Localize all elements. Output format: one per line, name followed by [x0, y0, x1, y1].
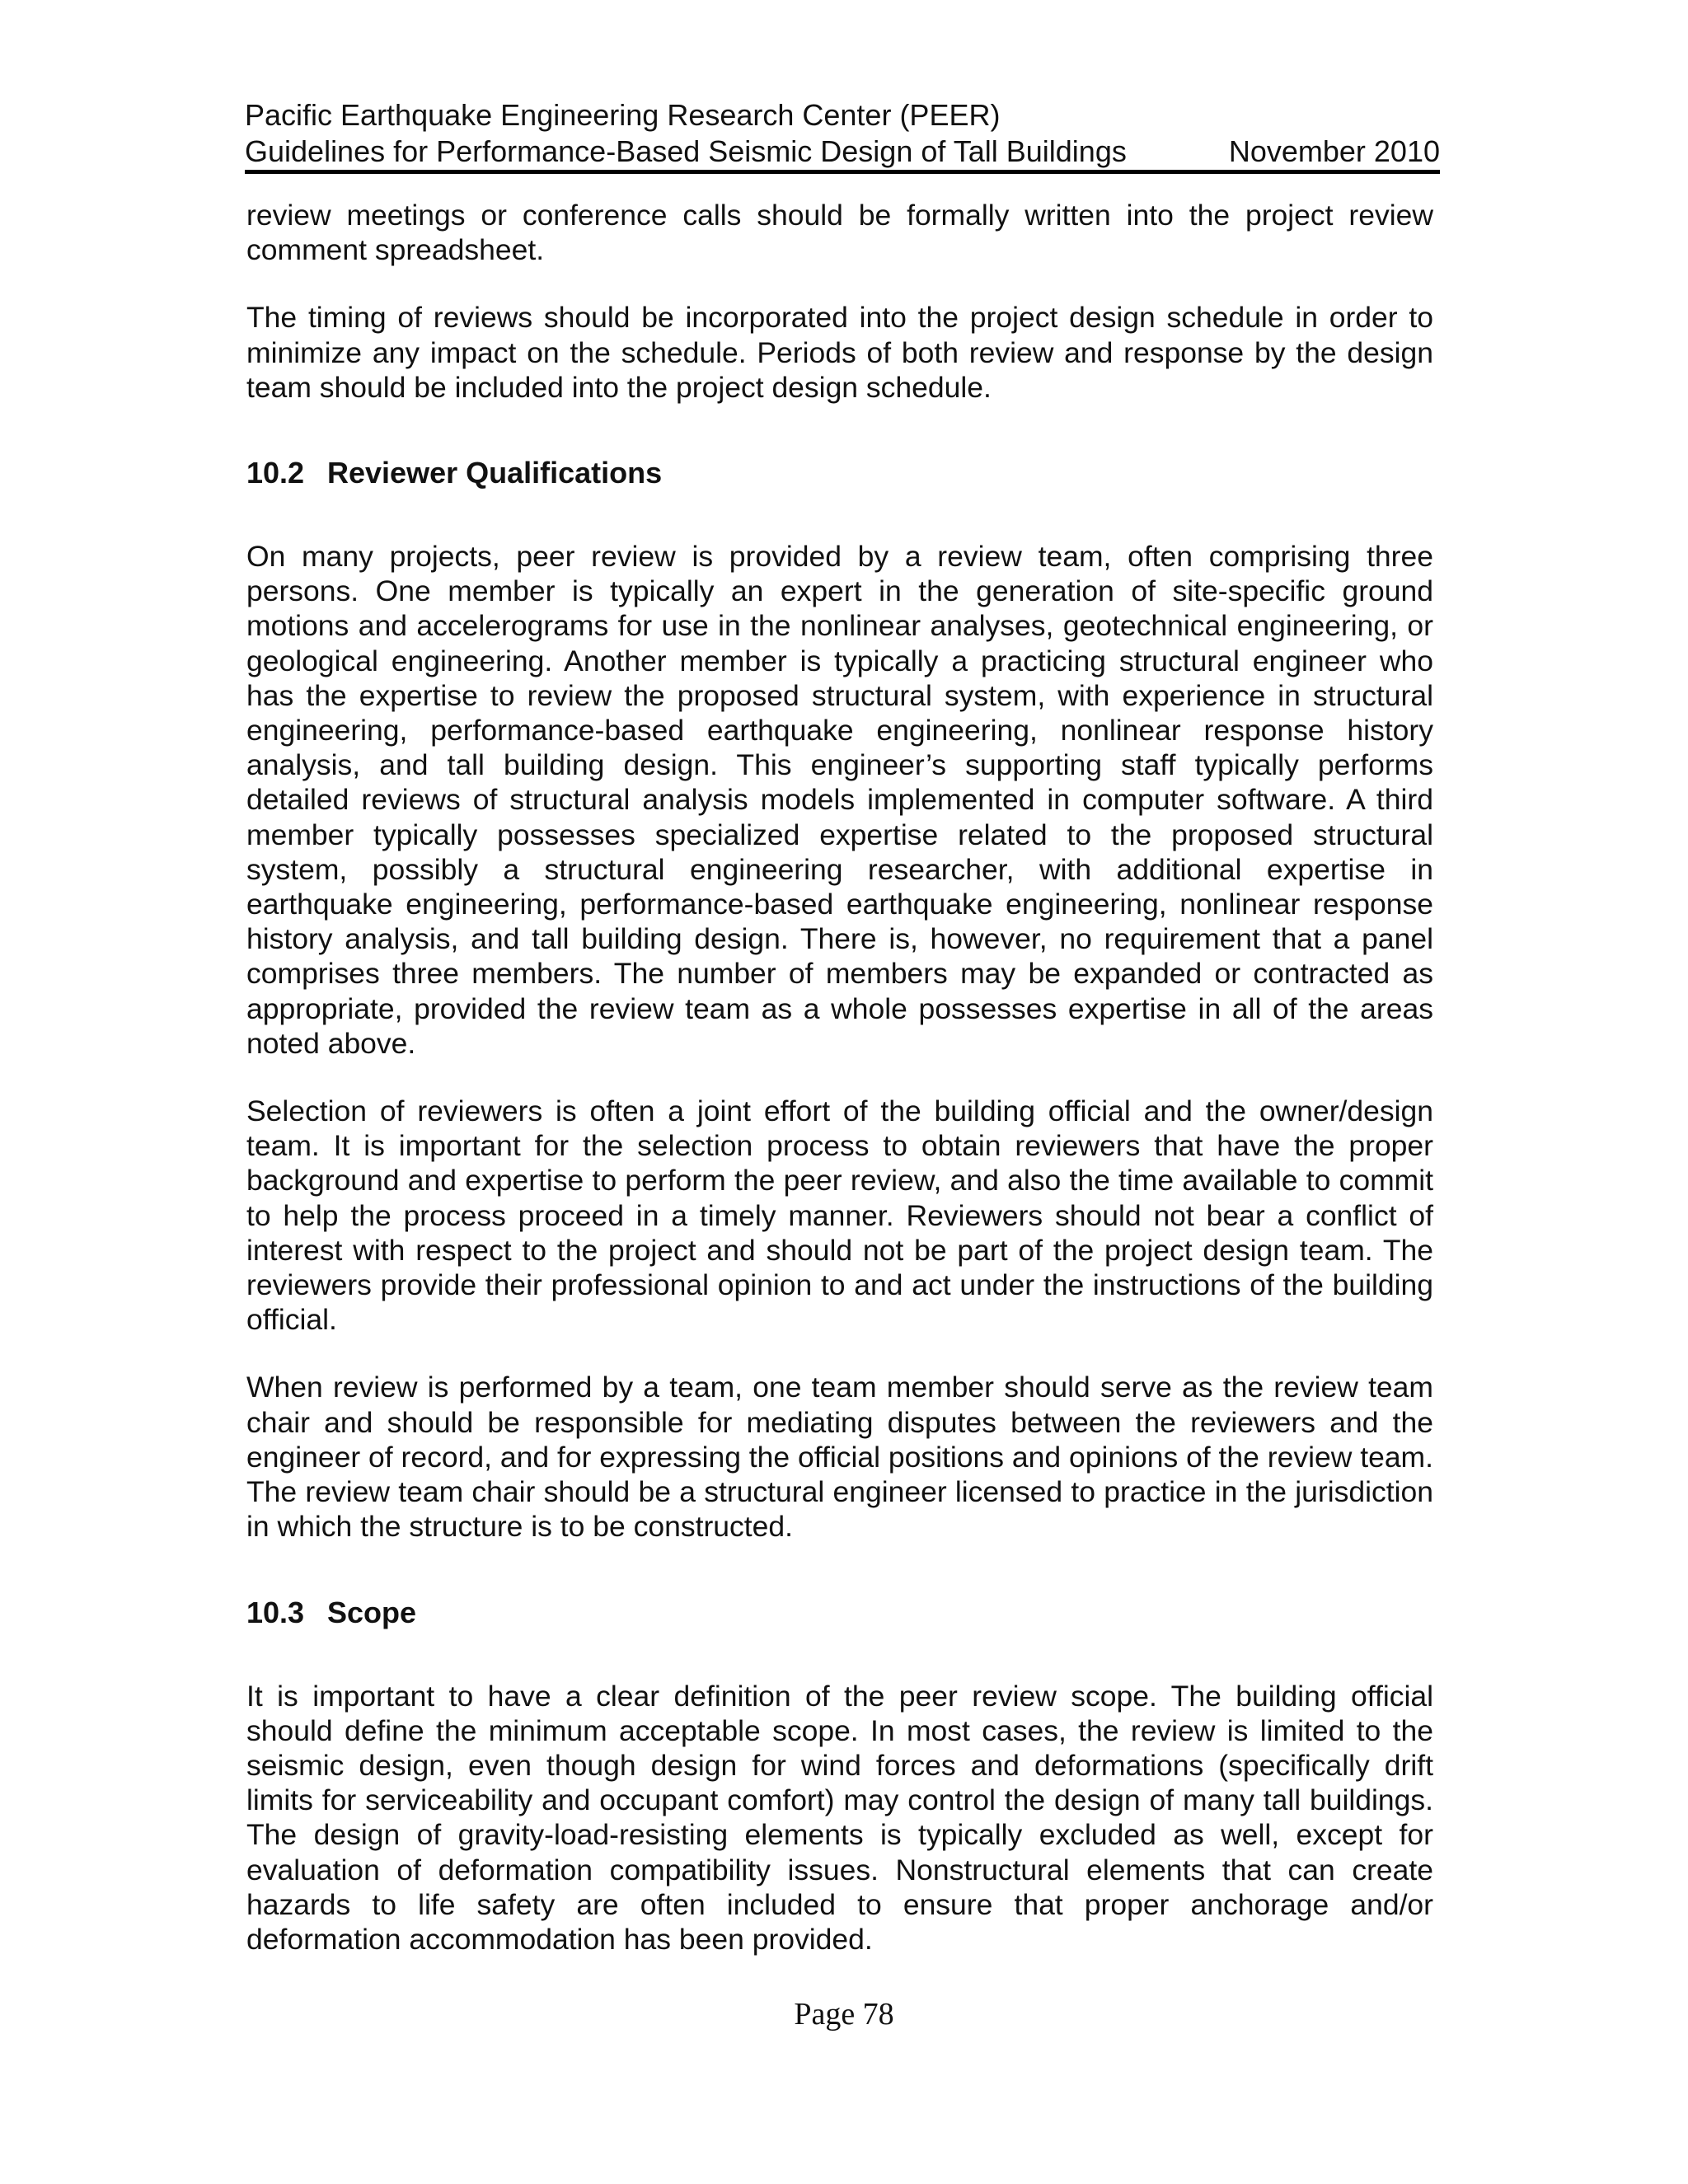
header-line-1 — [245, 97, 1440, 134]
section-heading-10-3 — [246, 1595, 1433, 1631]
header-line-2 — [245, 134, 1440, 170]
header-date: November 2010 — [1228, 134, 1440, 168]
paragraph-review-timing: The timing of reviews should be incorporated into the project design schedule in order to minimize any impact on the schedule. Periods of both review and response by the design team should be included into the project design schedule. — [246, 301, 1433, 404]
header-document-title: Guidelines for Performance-Based Seismic Design of Tall Buildings — [245, 134, 1127, 168]
page-body — [246, 198, 1433, 1957]
section-title: Reviewer Qualifications — [327, 456, 663, 490]
header-divider — [245, 170, 1440, 174]
paragraph-team-chair: When review is performed by a team, one team member should serve as the review team chair and should be responsible for mediating disputes between the reviewers and the engineer of record, and for expressing the official positions and opinions of the review team. The review team chair should be a structural engineer licensed to practice in the jurisdiction in which the structure is to be constructed. — [246, 1371, 1433, 1544]
page-footer — [0, 1996, 1688, 2032]
page-header — [245, 97, 1440, 170]
header-organization: Pacific Earthquake Engineering Research Center (PEER) — [245, 98, 1001, 132]
paragraph-reviewer-selection: Selection of reviewers is often a joint effort of the building official and the owner/design team. It is important for the selection process to obtain reviewers that have the proper background and expertise to perform the peer review, and also the time available to commit to help the process proceed in a timely manner. Reviewers should not bear a conflict of interest with respect to the project and should not be part of the project design team. The reviewers provide their professional opinion to and act under the instructions of the building official. — [246, 1094, 1433, 1337]
paragraph-scope: It is important to have a clear definition of the peer review scope. The building official should define the minimum acceptable scope. In most cases, the review is limited to the seismic design, even though design for wind forces and deformations (specifically drift limits for serviceability and occupant comfort) may control the design of many tall buildings. The design of gravity-load-resisting elements is typically excluded as well, except for evaluation of deformation compatibility issues. Nonstructural elements that can create hazards to life safety are often included to ensure that proper anchorage and/or deformation accommodation has been provided. — [246, 1679, 1433, 1956]
paragraph-continued: review meetings or conference calls should be formally written into the project review comment spreadsheet. — [246, 199, 1433, 267]
section-title: Scope — [327, 1595, 417, 1629]
section-number: 10.3 — [246, 1595, 305, 1629]
section-heading-10-2 — [246, 455, 1433, 491]
page-number: Page 78 — [794, 1997, 894, 2032]
paragraph-review-team: On many projects, peer review is provided by a review team, often comprising three persons. One member is typically an expert in the generation of site-specific ground motions and accelerograms for use in the nonlinear analyses, geotechnical engineering, or geological engineering. Another member is typically a practicing structural engineer who has the expertise to review the proposed structural system, with experience in structural engineering, performance-based earthquake engineering, nonlinear response history analysis, and tall building design. This engineer’s supporting staff typically performs detailed reviews of structural analysis models implemented in computer software. A third member typically possesses specialized expertise related to the proposed structural system, possibly a structural engineering researcher, with additional expertise in earthquake engineering, performance-based earthquake engineering, nonlinear response history analysis, and tall building design. There is, however, no requirement that a panel comprises three members. The number of members may be expanded or contracted as appropriate, provided the review team as a whole possesses expertise in all of the areas noted above. — [246, 540, 1433, 1060]
section-number: 10.2 — [246, 456, 305, 490]
